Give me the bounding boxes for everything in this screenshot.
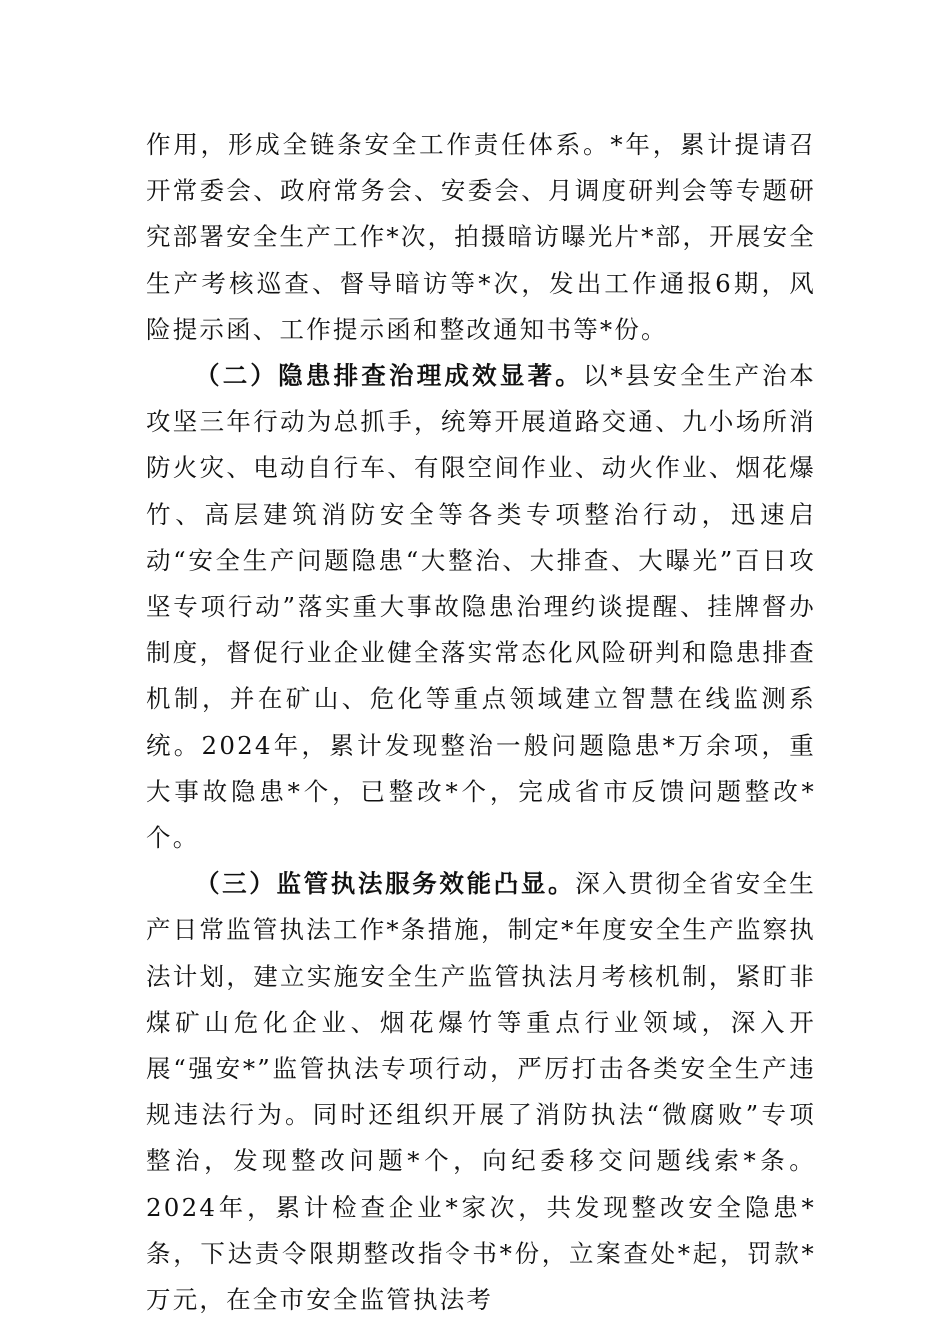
paragraph-law-enforcement xyxy=(146,861,816,1323)
paragraph-text: 深入贯彻全省安全生产日常监管执法工作*条措施，制定*年度安全生产监察执法计划，建立实施安全生产监管执法月考核机制，紧盯非煤矿山危化企业、烟花爆竹等重点行业领域，深入开展“强安*”监管执法专项行动，严厉打击各类安全生产违规违法行为。同时还组织开展了消防执法“微腐败”专项整治，发现整改问题*个，向纪委移交问题线索*条。2024年，累计检查企业*家次，共发现整改安全隐患*条，下达责令限期整改指令书*份，立案查处*起，罚款*万元，在全市安全监管执法考 xyxy=(146,869,816,1315)
paragraph-text: 作用，形成全链条安全工作责任体系。*年，累计提请召开常委会、政府常务会、安委会、月调度研判会等专题研究部署安全生产工作*次，拍摄暗访曝光片*部，开展安全生产考核巡查、督导暗访等*次，发出工作通报6期，风险提示函、工作提示函和整改通知书等*份。 xyxy=(146,130,816,344)
paragraph-continuation xyxy=(146,122,816,353)
paragraph-text: 以*县安全生产治本攻坚三年行动为总抓手，统筹开展道路交通、九小场所消防火灾、电动自行车、有限空间作业、动火作业、烟花爆竹、高层建筑消防安全等各类专项整治行动，迅速启动“安全生产问题隐患“大整治、大排查、大曝光”百日攻坚专项行动”落实重大事故隐患治理约谈提醒、挂牌督办制度，督促行业企业健全落实常态化风险研判和隐患排查机制，并在矿山、危化等重点领域建立智慧在线监测系统。2024年，累计发现整治一般问题隐患*万余项，重大事故隐患*个，已整改*个，完成省市反馈问题整改*个。 xyxy=(146,361,816,853)
document-body xyxy=(146,122,816,1323)
section-heading: （二）隐患排查治理成效显著。 xyxy=(195,361,584,391)
paragraph-hidden-danger xyxy=(146,353,816,861)
section-heading: （三）监管执法服务效能凸显。 xyxy=(195,869,576,899)
